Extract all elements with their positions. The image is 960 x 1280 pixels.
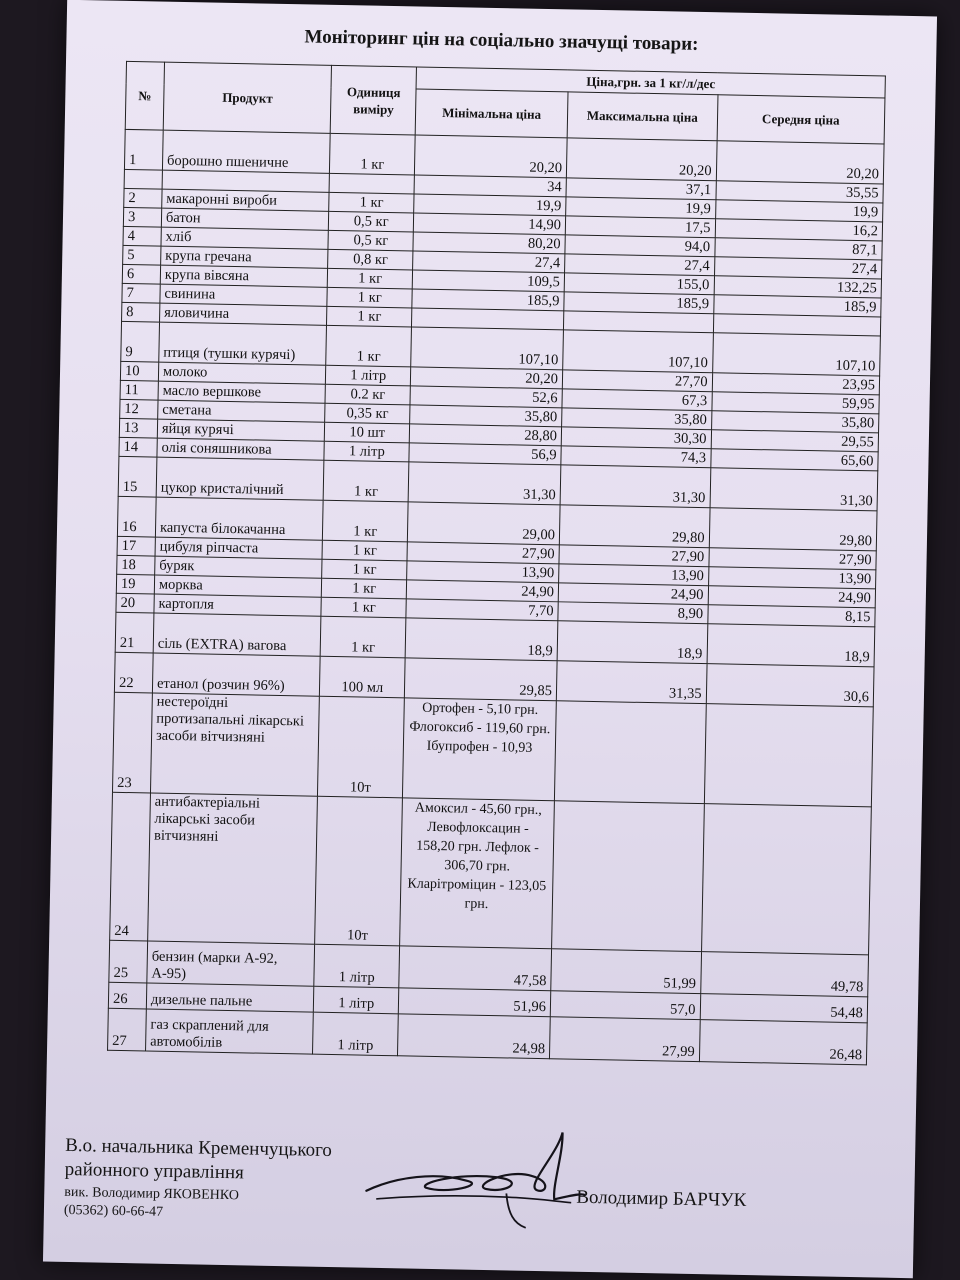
- product-name: нестероїдні протизапальні лікарські засоби вітчизняні: [150, 693, 319, 796]
- avg-price: [704, 704, 873, 807]
- document-title: Моніторинг цін на соціально значущі товари:: [304, 26, 699, 55]
- min-price: 20,20: [415, 135, 568, 178]
- avg-price: 26,48: [699, 1020, 867, 1065]
- min-price: 52,6: [410, 386, 562, 408]
- header-max: Максимальна ціна: [567, 92, 717, 141]
- row-number: 12: [120, 399, 158, 419]
- avg-price: 8,15: [707, 605, 875, 627]
- header-product: Продукт: [163, 62, 332, 133]
- avg-price: 19,9: [715, 200, 883, 222]
- max-price: 30,30: [561, 427, 711, 449]
- unit-cell: 10т: [315, 796, 403, 946]
- avg-price: 29,80: [709, 508, 877, 551]
- max-price: 27,4: [565, 254, 715, 276]
- footer: [63, 1135, 885, 1271]
- row-number: 21: [115, 612, 154, 653]
- min-price: 29,00: [408, 502, 561, 545]
- row-number: 3: [123, 207, 161, 227]
- unit-cell: 1 кг: [320, 616, 406, 658]
- max-price: 107,10: [563, 330, 713, 373]
- max-price: 27,90: [559, 545, 709, 567]
- avg-price: 49,78: [700, 952, 868, 997]
- min-price: 18,9: [405, 618, 558, 661]
- row-number: 8: [122, 302, 160, 322]
- max-price: 51,99: [551, 949, 701, 994]
- product-name: сметана: [158, 400, 326, 422]
- avg-price: 13,90: [708, 567, 876, 589]
- handwritten-signature: [356, 1121, 588, 1235]
- signer-position-line1: В.о. начальника Кременчуцького: [64, 1134, 333, 1162]
- max-price: 57,0: [550, 991, 700, 1020]
- product-name: дизельне пальне: [146, 983, 314, 1012]
- unit-cell: 1 кг: [323, 500, 409, 542]
- row-number: 10: [120, 361, 158, 381]
- unit-cell: 1 кг: [323, 460, 409, 502]
- row-number: 27: [108, 1008, 147, 1051]
- product-name: хліб: [161, 227, 329, 249]
- signer-position-line2: районного управління: [64, 1158, 245, 1184]
- product-name: свинина: [160, 284, 328, 306]
- product-name: птиця (тушки курячі): [159, 322, 327, 365]
- header-price-group: Ціна,грн. за 1 кг/л/дес: [416, 67, 885, 98]
- row-number: 11: [120, 380, 158, 400]
- document-sheet: [43, 0, 937, 1278]
- unit-cell: 1 кг: [322, 578, 407, 599]
- row-number: 16: [117, 496, 156, 537]
- executor-name: вик. Володимир ЯКОВЕНКО: [64, 1184, 240, 1204]
- avg-price: 107,10: [712, 333, 880, 376]
- max-price: 13,90: [559, 564, 709, 586]
- avg-price: 23,95: [712, 373, 880, 395]
- unit-cell: 1 літр: [313, 1012, 399, 1056]
- row-number: 9: [121, 321, 160, 362]
- avg-price: 27,4: [714, 257, 882, 279]
- product-name: макаронні вироби: [162, 189, 330, 211]
- avg-price: 87,1: [714, 238, 882, 260]
- max-price: 31,30: [560, 465, 710, 508]
- avg-price: 20,20: [716, 141, 884, 184]
- min-price: 29,85: [405, 658, 558, 701]
- unit-cell: 1 кг: [327, 287, 412, 308]
- avg-price: 29,55: [711, 430, 879, 452]
- table-row: [112, 692, 873, 807]
- max-price: [552, 801, 704, 952]
- header-num: №: [125, 61, 164, 130]
- avg-price: 30,6: [706, 664, 874, 707]
- unit-cell: 10 шт: [325, 422, 410, 443]
- unit-cell: 0.2 кг: [325, 384, 410, 405]
- min-price: 27,4: [413, 251, 565, 273]
- unit-cell: 1 кг: [329, 192, 414, 213]
- table-row: [110, 792, 872, 955]
- min-price: 13,90: [407, 561, 559, 583]
- max-price: 35,80: [562, 408, 712, 430]
- product-name: капуста білокачанна: [155, 497, 323, 540]
- max-price: [554, 701, 705, 804]
- unit-cell: 1 кг: [328, 268, 413, 289]
- max-price: 29,80: [559, 505, 709, 548]
- product-name: крупа гречана: [161, 246, 329, 268]
- header-unit: Одиниця виміру: [331, 65, 417, 135]
- product-name: масло вершкове: [158, 381, 326, 403]
- unit-cell: 1 кг: [321, 597, 406, 618]
- row-number: 15: [118, 456, 157, 497]
- price-table-body: [108, 129, 885, 1064]
- unit-cell: 1 кг: [330, 133, 416, 175]
- avg-price: 31,30: [710, 468, 878, 511]
- row-number: 2: [124, 188, 162, 208]
- unit-cell: 1 кг: [326, 325, 412, 367]
- unit-cell: 1 кг: [322, 559, 407, 580]
- min-price: 35,80: [410, 405, 562, 427]
- product-name: яловичина: [159, 303, 327, 325]
- unit-cell: 10т: [318, 696, 405, 798]
- max-price: 18,9: [557, 621, 707, 664]
- unit-cell: [329, 173, 414, 194]
- product-name: антибактеріальні лікарські засоби вітчизняні: [148, 793, 318, 944]
- row-number: 6: [122, 264, 160, 284]
- avg-price: 24,90: [708, 586, 876, 608]
- avg-price: 16,2: [715, 219, 883, 241]
- price-table: [107, 61, 886, 1065]
- unit-cell: 1 літр: [314, 944, 400, 988]
- max-price: 27,70: [562, 370, 712, 392]
- unit-cell: 0,8 кг: [328, 249, 413, 270]
- min-price: 20,20: [411, 367, 563, 389]
- product-name: яйця курячі: [157, 419, 325, 441]
- avg-price: 59,95: [711, 392, 879, 414]
- avg-price: 54,48: [700, 994, 868, 1023]
- min-price: 24,98: [398, 1014, 551, 1059]
- max-price: 19,9: [566, 197, 716, 219]
- unit-cell: 1 літр: [324, 441, 409, 462]
- avg-price: 27,90: [708, 548, 876, 570]
- product-name: морква: [154, 575, 322, 597]
- min-price: 14,90: [413, 213, 565, 235]
- row-number: 13: [119, 418, 157, 438]
- row-number: 7: [122, 283, 160, 303]
- min-price: 19,9: [414, 194, 566, 216]
- row-number: 25: [109, 940, 148, 983]
- min-price: 47,58: [399, 946, 552, 991]
- min-price: 56,9: [409, 443, 561, 465]
- row-number: 19: [116, 574, 154, 594]
- min-price: 51,96: [398, 988, 550, 1017]
- max-price: 185,9: [564, 292, 714, 314]
- product-name: буряк: [155, 556, 323, 578]
- row-number: 4: [123, 226, 161, 246]
- row-number: 17: [117, 536, 155, 556]
- product-name: молоко: [158, 362, 326, 384]
- unit-cell: 1 літр: [326, 365, 411, 386]
- unit-cell: 0,5 кг: [329, 211, 414, 232]
- max-price: 37,1: [566, 178, 716, 200]
- product-name: цукор кристалічний: [156, 457, 324, 500]
- min-price: Ортофен - 5,10 грн. Флогоксиб - 119,60 грн. Ібупрофен - 10,93: [403, 698, 557, 801]
- avg-price: 65,60: [710, 449, 878, 471]
- signer-name: Володимир БАРЧУК: [576, 1186, 747, 1212]
- max-price: 17,5: [565, 216, 715, 238]
- header-avg: Середня ціна: [717, 95, 885, 144]
- max-price: 27,99: [549, 1017, 699, 1062]
- min-price: 28,80: [409, 424, 561, 446]
- row-number: 1: [124, 129, 163, 170]
- unit-cell: 1 літр: [314, 986, 399, 1014]
- header-min: Мінімальна ціна: [415, 89, 568, 138]
- min-price: 31,30: [408, 462, 561, 505]
- product-name: борошно пшеничне: [162, 130, 330, 173]
- product-name: сіль (EXTRA) вагова: [153, 613, 321, 656]
- max-price: 8,90: [558, 602, 708, 624]
- row-number: 18: [117, 555, 155, 575]
- avg-price: 35,80: [711, 411, 879, 433]
- avg-price: 18,9: [707, 624, 875, 667]
- row-number: 22: [114, 652, 153, 693]
- max-price: 74,3: [561, 446, 711, 468]
- max-price: 31,35: [556, 661, 706, 704]
- max-price: 94,0: [565, 235, 715, 257]
- row-number: 26: [108, 982, 146, 1009]
- min-price: 34: [414, 175, 566, 197]
- max-price: 20,20: [566, 138, 716, 181]
- unit-cell: 1 кг: [327, 306, 412, 327]
- unit-cell: 0,5 кг: [328, 230, 413, 251]
- min-price: 27,90: [407, 542, 559, 564]
- product-name: крупа вівсяна: [160, 265, 328, 287]
- min-price: 80,20: [413, 232, 565, 254]
- unit-cell: 0,35 кг: [325, 403, 410, 424]
- unit-cell: 100 мл: [320, 656, 406, 698]
- product-name: олія соняшникова: [157, 438, 325, 460]
- executor-phone: (05362) 60-66-47: [63, 1202, 164, 1220]
- row-number: 24: [110, 792, 151, 941]
- unit-cell: 1 кг: [322, 540, 407, 561]
- product-name: батон: [161, 208, 329, 230]
- min-price: 185,9: [412, 289, 564, 311]
- min-price: 7,70: [406, 599, 558, 621]
- max-price: 24,90: [558, 583, 708, 605]
- row-number: [124, 169, 162, 189]
- row-number: 5: [123, 245, 161, 265]
- product-name: картопля: [154, 594, 322, 616]
- max-price: 155,0: [564, 273, 714, 295]
- avg-price: [701, 804, 871, 955]
- min-price: 24,90: [406, 580, 558, 602]
- avg-price: 185,9: [713, 295, 881, 317]
- row-number: 23: [112, 692, 152, 793]
- avg-price: 132,25: [714, 276, 882, 298]
- product-name: цибуля ріпчаста: [155, 537, 323, 559]
- product-name: бензин (марки А-92, А-95): [147, 941, 315, 986]
- max-price: 67,3: [562, 389, 712, 411]
- min-price: Амоксил - 45,60 грн., Левофлоксацин - 158,20 грн. Лефлок - 306,70 грн. Кларітроміцин - 123,05 грн.: [400, 798, 555, 949]
- min-price: 107,10: [411, 327, 564, 370]
- min-price: 109,5: [412, 270, 564, 292]
- avg-price: 35,55: [716, 181, 884, 203]
- row-number: 14: [119, 437, 157, 457]
- product-name: газ скраплений для автомобілів: [145, 1009, 313, 1054]
- row-number: 20: [116, 593, 154, 613]
- product-name: етанол (розчин 96%): [152, 653, 320, 696]
